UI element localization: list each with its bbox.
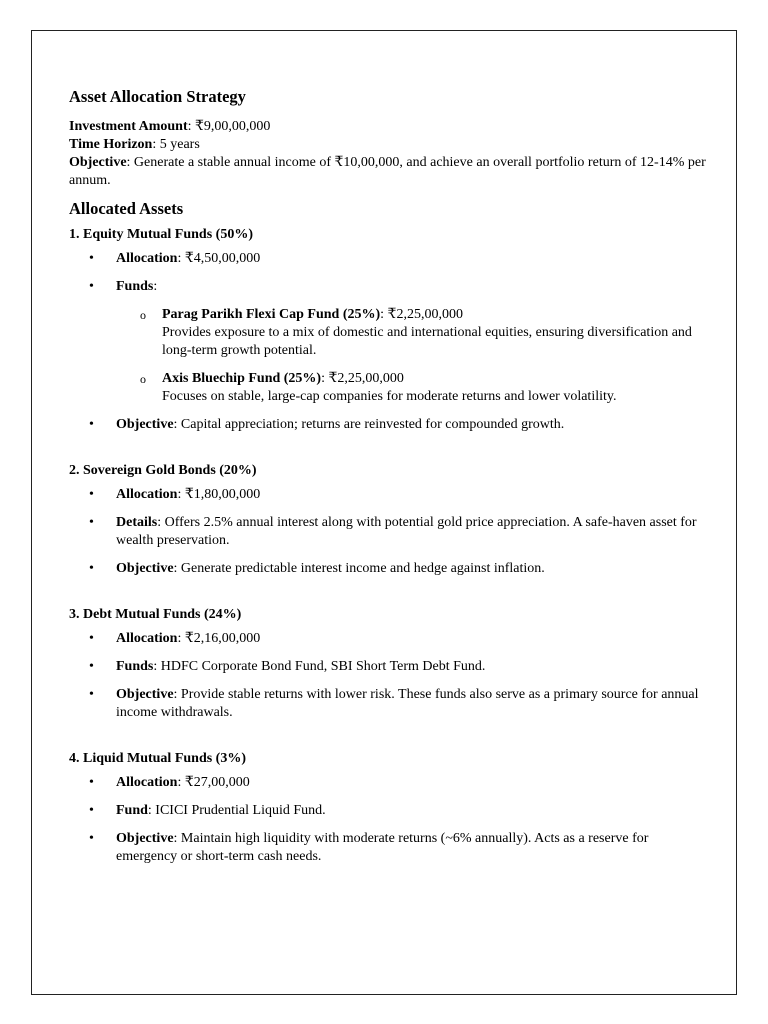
strategy-summary: [69, 118, 709, 190]
investment-amount: [69, 118, 709, 136]
sub-list-item: [116, 306, 709, 360]
item-value: : Offers 2.5% annual interest along with potential gold price appreciation. A safe-haven asset for wealth preservation.: [116, 515, 697, 548]
fund-name: Parag Parikh Flexi Cap Fund (25%): [162, 307, 381, 322]
list-item: [69, 658, 709, 676]
list-item: [69, 774, 709, 792]
item-value: : HDFC Corporate Bond Fund, SBI Short Term Debt Fund.: [153, 659, 486, 674]
item-value: : Capital appreciation; returns are reinvested for compounded growth.: [173, 417, 565, 432]
item-value: : Generate predictable interest income and hedge against inflation.: [173, 561, 545, 576]
item-label: Funds: [116, 659, 154, 674]
list-item: [69, 560, 709, 578]
fund-amount: : ₹2,25,00,000: [321, 371, 404, 386]
list-item: [69, 802, 709, 820]
list-item: [69, 250, 709, 268]
time-horizon: [69, 136, 709, 154]
item-label: Allocation: [116, 631, 178, 646]
item-label: Allocation: [116, 487, 178, 502]
section-title: 3. Debt Mutual Funds (24%): [69, 607, 242, 622]
list-item: [69, 278, 709, 406]
item-label: Objective: [116, 687, 174, 702]
item-label: Objective: [116, 831, 174, 846]
bullet-list: [69, 250, 709, 434]
fund-name: Axis Bluechip Fund (25%): [162, 371, 322, 386]
section-title: 1. Equity Mutual Funds (50%): [69, 227, 253, 242]
bullet-list: [69, 630, 709, 722]
list-item: [69, 630, 709, 648]
objective: [69, 154, 709, 190]
spacer: [69, 444, 709, 462]
item-label: Funds: [116, 279, 154, 294]
list-item: [69, 686, 709, 722]
item-value: : ₹1,80,00,000: [177, 487, 261, 502]
sub-list-item: [116, 370, 709, 406]
item-value: : ICICI Prudential Liquid Fund.: [147, 803, 326, 818]
section-debt: [69, 606, 709, 722]
objective-value: : Generate a stable annual income of ₹10,00,000, and achieve an overall portfolio return of 12-14% per annum.: [69, 155, 706, 188]
item-value: : Maintain high liquidity with moderate returns (~6% annually). Acts as a reserve for emergency or short-term cash needs.: [116, 831, 649, 864]
section-title: 4. Liquid Mutual Funds (3%): [69, 751, 246, 766]
section-gold-bonds: [69, 462, 709, 578]
item-value: : ₹2,16,00,000: [177, 631, 261, 646]
section-liquid: [69, 750, 709, 866]
item-label: Details: [116, 515, 158, 530]
allocated-assets-heading: Allocated Assets: [69, 199, 184, 218]
item-value: :: [153, 279, 158, 294]
horizon-label: Time Horizon: [69, 137, 153, 152]
bullet-list: [69, 486, 709, 578]
document-content: [69, 86, 709, 876]
fund-amount: : ₹2,25,00,000: [380, 307, 463, 322]
section-title: 2. Sovereign Gold Bonds (20%): [69, 463, 257, 478]
objective-label: Objective: [69, 155, 127, 170]
item-label: Allocation: [116, 251, 178, 266]
item-label: Objective: [116, 417, 174, 432]
sub-list: [116, 306, 709, 406]
list-item: [69, 486, 709, 504]
item-label: Objective: [116, 561, 174, 576]
document-title: Asset Allocation Strategy: [69, 87, 246, 106]
item-label: Allocation: [116, 775, 178, 790]
fund-description: Focuses on stable, large-cap companies for moderate returns and lower volatility.: [162, 389, 617, 404]
section-equity: [69, 226, 709, 434]
list-item: [69, 830, 709, 866]
list-item: [69, 514, 709, 550]
bullet-list: [69, 774, 709, 866]
item-label: Fund: [116, 803, 148, 818]
investment-label: Investment Amount: [69, 119, 188, 134]
item-value: : ₹4,50,00,000: [177, 251, 261, 266]
spacer: [69, 732, 709, 750]
investment-value: : ₹9,00,00,000: [187, 119, 271, 134]
spacer: [69, 588, 709, 606]
fund-description: Provides exposure to a mix of domestic and international equities, ensuring diversification and long-term growth potential.: [162, 325, 692, 358]
list-item: [69, 416, 709, 434]
horizon-value: : 5 years: [152, 137, 200, 152]
item-value: : Provide stable returns with lower risk. These funds also serve as a primary source for annual income withdrawals.: [116, 687, 699, 720]
item-value: : ₹27,00,000: [177, 775, 250, 790]
